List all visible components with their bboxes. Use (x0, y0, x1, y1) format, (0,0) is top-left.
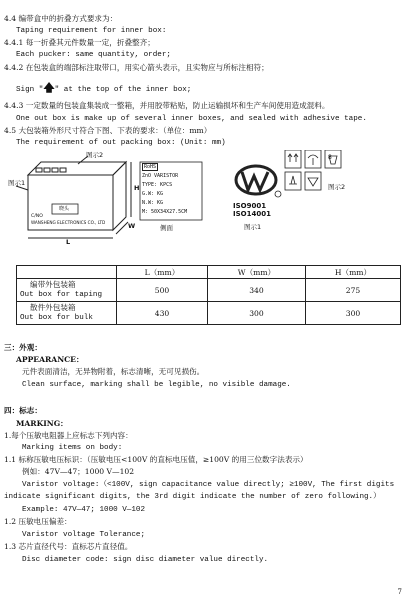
section-4-subtitle: MARKING： (16, 419, 68, 428)
table-header-row (17, 266, 401, 279)
iso14001-label: ISO14001 (233, 210, 271, 218)
label-row: N.W: KG (142, 200, 164, 206)
text-4-4-3-en: One out box is make up of several inner boxes, and sealed with adhesive tape. (16, 115, 367, 123)
marking-1-3: 1.3 芯片直径代号：直标芯片直径值。 (4, 542, 133, 551)
cell-h: 300 (305, 302, 400, 325)
cell-l: 430 (117, 302, 208, 325)
box-company-1: C/NO (31, 214, 43, 219)
text-4-5: 4.5 大包装箱外形尺寸符合下图、下表的要求：（单位：mm） (4, 126, 212, 135)
marking-1-en: Marking items on body: (22, 444, 123, 452)
heading-4-4: 4.4 编带盒中的折叠方式要求为： (4, 14, 118, 23)
text-4-4-2: 4.4.2 在包装盒的端部标注取带口，用实心箭头表示，且实物应与所标注相符； (4, 63, 269, 72)
marking-1-2: 1.2 压敏电压偏差： (4, 517, 72, 526)
row-label-en: Out box for taping (20, 291, 103, 299)
label-card-title: RoHS (144, 164, 157, 170)
row-label (17, 302, 117, 325)
row-label-zh: 编带外包装箱 (30, 280, 76, 289)
dim-w-label: W (128, 222, 136, 230)
fig1-left-label: 图示1 (8, 179, 26, 187)
stack-number: 8 (328, 154, 332, 161)
text-4-4-1: 4.4.1 每一折叠其元件数量一定，折叠整齐； (4, 38, 155, 47)
section-3-zh: 元件表面清洁，无异物附着，标志清晰，无可见损伤。 (22, 367, 205, 376)
row-label-zh: 散件外包装箱 (30, 303, 76, 312)
table-header-cell (17, 266, 117, 279)
iso9001-label: ISO9001 (233, 202, 267, 210)
row-label (17, 279, 117, 302)
page-number: 7 (397, 588, 402, 596)
fig2-left-label: 图示2 (86, 151, 104, 159)
section-4-title: 四：标志： (4, 406, 42, 415)
text-4-4-1-en: Each pucker: same quantity, order; (16, 51, 171, 59)
text-sign-line (16, 84, 191, 95)
side-caption: 侧面 (160, 224, 173, 232)
packing-box-table (16, 265, 401, 325)
marking-1-1-en-1: Varistor voltage:（<100V, sign capacitance value directly; ≥100V, The first digits (22, 481, 395, 489)
text-4-4-3: 4.4.3 一定数量的包装盒集装成一整箱，并用胶带粘贴，防止运输损坏和生产车间使用造成混料。 (4, 101, 330, 110)
table-header-cell: L（mm） (117, 266, 208, 279)
text-4-4-en: Taping requirement for inner box: (16, 27, 167, 35)
table-row (17, 302, 401, 325)
fig1-caption: 图示1 (244, 223, 262, 231)
up-arrow-icon: 🡅 (43, 83, 55, 95)
cell-w: 340 (207, 279, 305, 302)
label-row: ZnO VARISTOR (142, 173, 179, 179)
marking-1-1-example: 例如：47V—47；1000 V—102 (22, 467, 135, 476)
box-label-card (142, 163, 202, 217)
label-row: M: 50X34X27.5CM (142, 209, 188, 215)
label-row: TYPE: KPCS (142, 182, 173, 188)
text-4-5-en: The requirement of out packing box: (Unit: mm) (16, 139, 226, 147)
cell-h: 275 (305, 279, 400, 302)
marking-1-1: 1.1 标称压敏电压标识：（压敏电压<100V 的直标电压值，≥100V 的用三位数字法表示） (4, 455, 308, 464)
marking-1-2-en: Varistor voltage Tolerance; (22, 531, 146, 539)
section-3-subtitle: APPEARANCE： (16, 355, 84, 364)
table-header-cell: W（mm） (207, 266, 305, 279)
table-header-cell: H（mm） (305, 266, 400, 279)
fig2-caption: 图示2 (328, 183, 346, 191)
box-drawing (8, 150, 403, 250)
section-3-title: 三：外观： (4, 343, 42, 352)
label-row: G.W: KG (142, 191, 164, 197)
section-3-en: Clean surface, marking shall be legible, no visible damage. (22, 381, 291, 389)
packing-box-figure (8, 150, 403, 250)
box-company-2: WANSHENG ELECTRONICS CO., LTD (31, 220, 106, 225)
marking-1-3-en: Disc diameter code: sign disc diameter value directly. (22, 556, 269, 564)
dim-l-label: L (66, 238, 71, 246)
marking-1-1-example-en: Example: 47V—47; 1000 V—102 (22, 506, 146, 514)
row-label-en: Out box for bulk (20, 314, 93, 322)
marking-1: 1.每个压敏电阻器上应标志下列内容： (4, 431, 133, 440)
sign-suffix: " at the top of the inner box; (54, 86, 192, 94)
table-row (17, 279, 401, 302)
sign-prefix: Sign " (16, 86, 44, 94)
cell-l: 500 (117, 279, 208, 302)
marking-1-1-en-2: indicate significant digits, the 3rd digit indicate the number of zero following.） (4, 493, 381, 501)
cell-w: 300 (207, 302, 305, 325)
dim-h-label: H (134, 184, 140, 192)
box-brand: 晓头 (59, 206, 70, 212)
